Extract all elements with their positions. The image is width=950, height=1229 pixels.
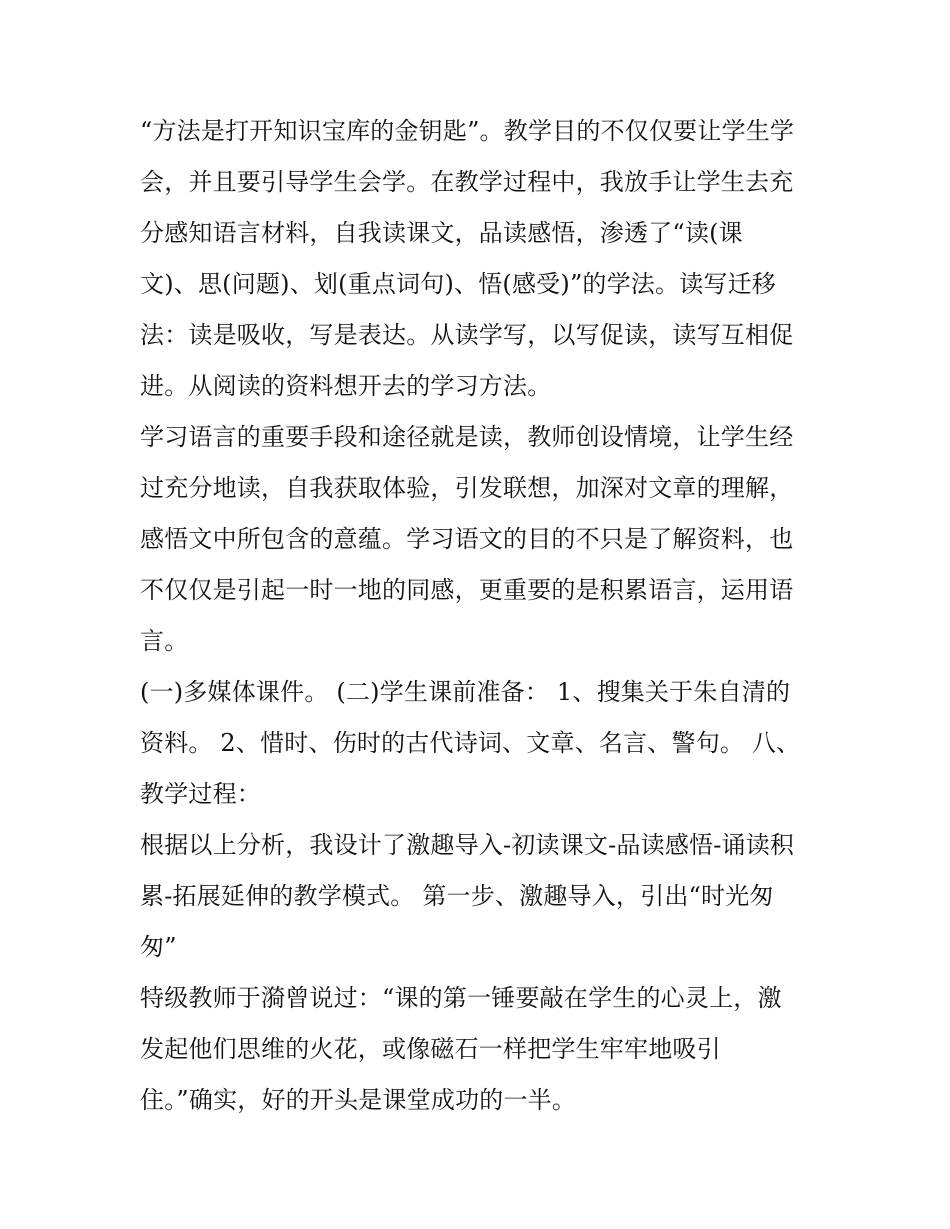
text-line: 过充分地读，自我获取体验，引发联想，加深对文章的理解，: [140, 474, 794, 502]
text-line: 文)、思(问题)、划(重点词句)、悟(感受)”的学法。读写迁移: [140, 270, 777, 298]
text-line: (一)多媒体课件。 (二)学生课前准备： 1、搜集关于朱自清的: [140, 678, 791, 706]
paragraph-preparation: [140, 667, 820, 820]
text-line: 资料。 2、惜时、伤时的古代诗词、文章、名言、警句。 八、: [140, 729, 801, 757]
text-line: 分感知语言材料，自我读课文，品读感悟，渗透了“读(课: [140, 219, 743, 247]
text-line: 累-拓展延伸的教学模式。 第一步、激趣导入，引出“时光匆: [140, 882, 774, 910]
text-line: 根据以上分析，我设计了激趣导入-初读课文-品读感悟-诵读积: [140, 831, 795, 859]
paragraph-reading: [140, 412, 820, 667]
document-body: [140, 106, 820, 1126]
text-line: 言。: [140, 627, 189, 655]
text-line: 匆”: [140, 933, 177, 961]
text-line: 进。从阅读的资料想开去的学习方法。: [140, 372, 552, 400]
text-line: 不仅仅是引起一时一地的同感，更重要的是积累语言，运用语: [140, 576, 794, 604]
text-line: “方法是打开知识宝库的金钥匙”。教学目的不仅仅要让学生学: [140, 117, 795, 145]
text-line: 住。”确实，好的开头是课堂成功的一半。: [140, 1086, 577, 1114]
paragraph-teaching-mode: [140, 820, 820, 973]
text-line: 感悟文中所包含的意蕴。学习语文的目的不只是了解资料，也: [140, 525, 794, 553]
text-line: 教学过程：: [140, 780, 261, 808]
paragraph-study-method: [140, 106, 820, 412]
text-line: 特级教师于漪曾说过：“课的第一锤要敲在学生的心灵上，激: [140, 984, 782, 1012]
text-line: 会，并且要引导学生会学。在教学过程中，我放手让学生去充: [140, 168, 794, 196]
paragraph-quote: [140, 973, 820, 1126]
text-line: 法：读是吸收，写是表达。从读学写，以写促读，读写互相促: [140, 321, 794, 349]
text-line: 发起他们思维的火花，或像磁石一样把学生牢牢地吸引: [140, 1035, 721, 1063]
text-line: 学习语言的重要手段和途径就是读，教师创设情境，让学生经: [140, 423, 794, 451]
